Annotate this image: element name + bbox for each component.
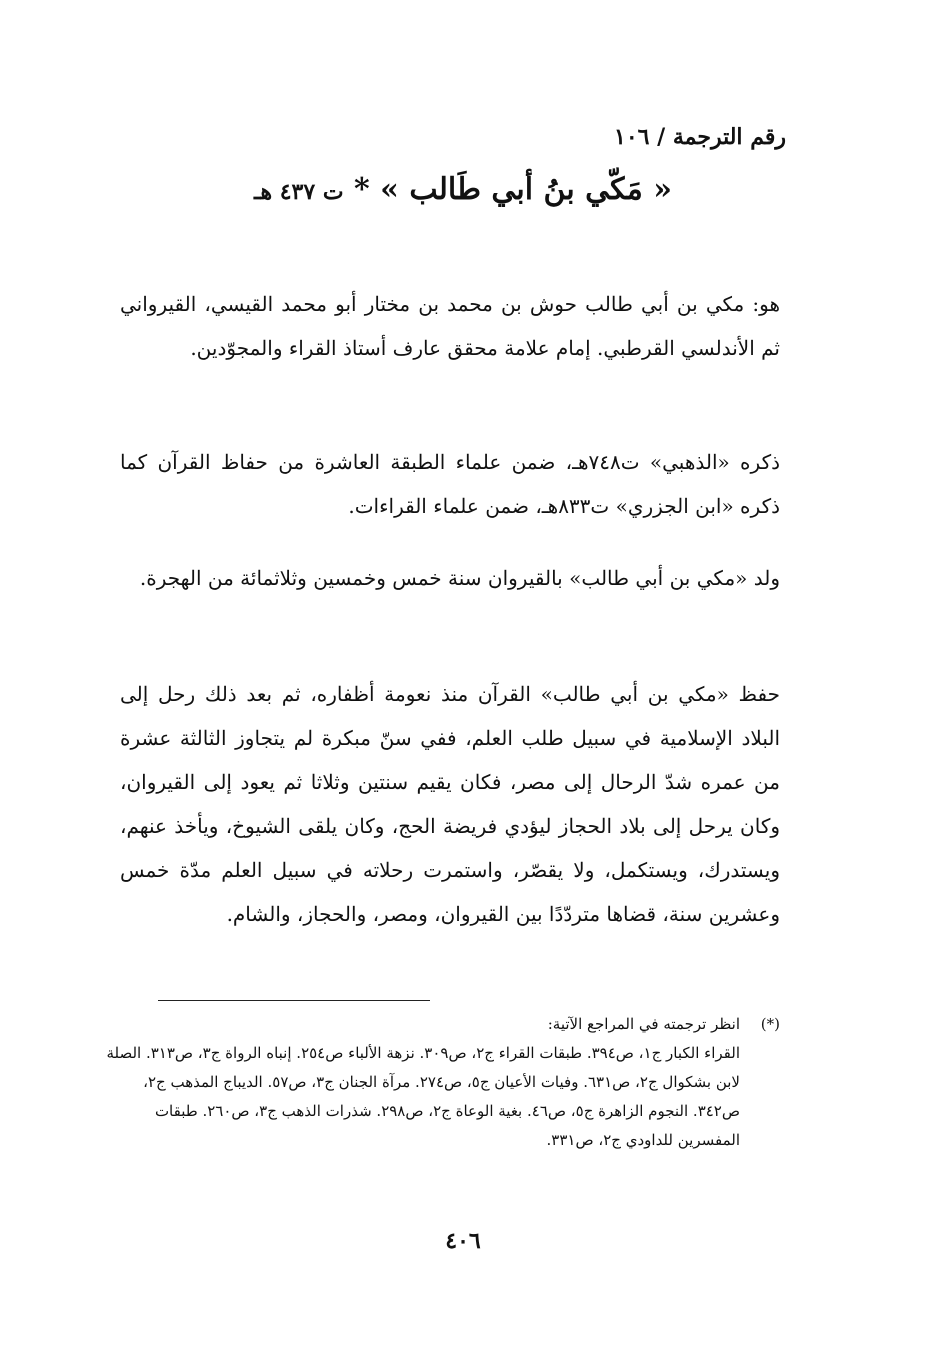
title-death-year: ت ٤٣٧ هـ xyxy=(254,179,344,205)
paragraph-mentions: ذكره «الذهبي» ت٧٤٨هـ، ضمن علماء الطبقة العاشرة من حفاظ القرآن كما ذكره «ابن الجزري» ت٨٣٣هـ، ضمن علماء القراءات. xyxy=(120,450,781,518)
paragraph-birth: ولد «مكي بن أبي طالب» بالقيروان سنة خمس وخمسين وثلاثمائة من الهجرة. xyxy=(139,566,780,590)
paragraph-lineage: هو: مكي بن أبي طالب حوش بن محمد بن مختار أبو محمد القيسي، القيرواني ثم الأندلسي القرطبي. إمام علامة محقق عارف أستاذ القراء والمجوّدين. xyxy=(120,292,780,360)
entry-number: رقم الترجمة / ١٠٦ xyxy=(614,124,786,150)
footnote-references: القراء الكبار ج١، ص٣٩٤. طبقات القراء ج٢، ص٣٠٩. نزهة الألباء ص٢٥٤. إنباه الرواة ج٣، ص٣١٣. الصلة لابن بشكوال ج٢، ص٦٣١. وفيات الأعيان ج٥، ص٢٧٤. مرآة الجنان ج٣، ص٥٧. الديباج المذهب ج٢، ص٣٤٢. النجوم الزاهرة ج٥، ص٤٦. بغية الوعاة ج٢، ص٢٩٨. شذرات الذهب ج٣، ص٢٦٠. طبقات المفسرين للداودي ج٢، ص٣٣١. xyxy=(106,1044,740,1149)
footnote-lead: انظر ترجمته في المراجع الآتية: xyxy=(547,1015,740,1033)
paragraph-travels: حفظ «مكي بن أبي طالب» القرآن منذ نعومة أظفاره، ثم بعد ذلك رحل إلى البلاد الإسلامية في سبيل طلب العلم، ففي سنّ مبكرة لم يتجاوز الثالثة عشرة من عمره شدّ الرحال إلى مصر، فكان يقيم سنتين وثلاثا ثم يعود إلى القيروان، وكان يرحل إلى بلاد الحجاز ليؤدي فريضة الحج، وكان يلقى الشيوخ، ويأخذ عنهم، ويستدرك، ويستكمل، ولا يقصّر، واستمرت رحلاته في سبيل العلم مدّة خمس وعشرين سنة، قضاها متردّدًا بين القيروان، ومصر، والحجاز، والشام. xyxy=(120,682,780,926)
title-name: « مَكّي بنُ أبي طَالب » * xyxy=(354,172,672,207)
page-number: ٤٠٦ xyxy=(445,1228,481,1254)
footnote xyxy=(100,1010,780,1155)
footnote-divider xyxy=(158,1000,430,1001)
biography-title xyxy=(0,172,926,207)
footnote-marker: (*) xyxy=(760,1015,780,1033)
